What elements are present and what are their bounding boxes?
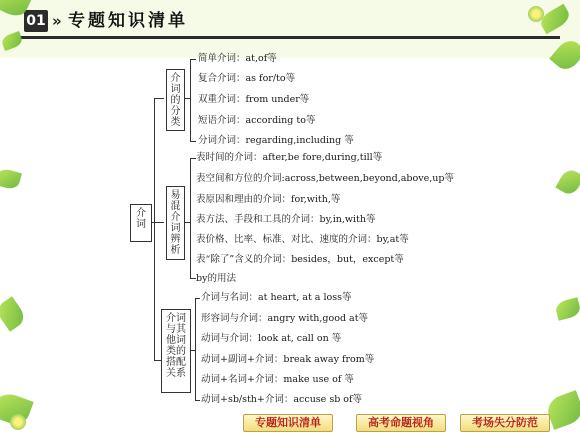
group-node-classification: 介 词 的 分 类: [166, 69, 185, 131]
leaf-item: 短语介词：according to等: [198, 115, 316, 126]
root-bracket: [154, 98, 155, 360]
leaf-item: 分词介词：regarding,including 等: [198, 135, 354, 146]
leaf-item: 动词+sb/sth+介词：accuse sb of等: [201, 394, 363, 405]
leaf-item: 动词+名词+介词：make use of 等: [201, 374, 354, 385]
nav-button-exam-perspective[interactable]: 高考命题视角: [356, 414, 446, 432]
connector: [195, 400, 200, 401]
leaf-item: 双重介词：from under等: [198, 94, 310, 105]
leaf-item: 表方法、手段和工具的介词：by,in,with等: [196, 214, 376, 225]
leaf-item: 表空间和方位的介词:across,between,beyond,above,up等: [196, 173, 454, 184]
connector: [195, 298, 200, 299]
leaf-item: 表“除了”含义的介词：besides，but，except等: [196, 254, 404, 265]
nav-button-error-prevention[interactable]: 考场失分防范: [460, 414, 550, 432]
connector: [154, 98, 164, 99]
group-bracket: [190, 158, 191, 278]
group-bracket: [190, 59, 191, 141]
leaf-item: 形容词与介词：angry with,good at等: [201, 313, 369, 324]
section-title: 专题知识清单: [68, 11, 188, 31]
connector: [191, 350, 195, 351]
leaf-item: 介词与名词：at heart, at a loss等: [201, 292, 352, 303]
leaf-item: 表价格、比率、标准、对比、速度的介词：by,at等: [196, 234, 409, 245]
leaf-item: 复合介词：as for/to等: [198, 73, 296, 84]
group-node-collocation: 介词 与其 他词 类的 搭配 关系: [161, 309, 191, 393]
leaf-item: 动词+副词+介词：break away from等: [201, 354, 375, 365]
connector: [185, 222, 190, 223]
connector: [185, 98, 190, 99]
group-bracket: [195, 298, 196, 400]
leaf-item: by的用法: [196, 273, 236, 284]
chevron-icon: »: [52, 12, 62, 30]
group-node-confusing-prepositions: 易 混 介 词 辨 析: [166, 186, 185, 260]
root-node: 介 词: [130, 204, 152, 242]
connector: [190, 141, 196, 142]
nav-button-knowledge-list[interactable]: 专题知识清单: [243, 414, 333, 432]
connector: [190, 59, 196, 60]
connector: [154, 222, 164, 223]
leaf-item: 简单介词：at,of等: [198, 53, 277, 64]
leaf-item: 表原因和理由的介词：for,with,等: [196, 194, 341, 205]
section-number-badge: 01: [24, 10, 48, 32]
leaf-item: 表时间的介词：after,be fore,during,till等: [196, 152, 383, 163]
leaf-item: 动词与介词：look at, call on 等: [201, 333, 342, 344]
